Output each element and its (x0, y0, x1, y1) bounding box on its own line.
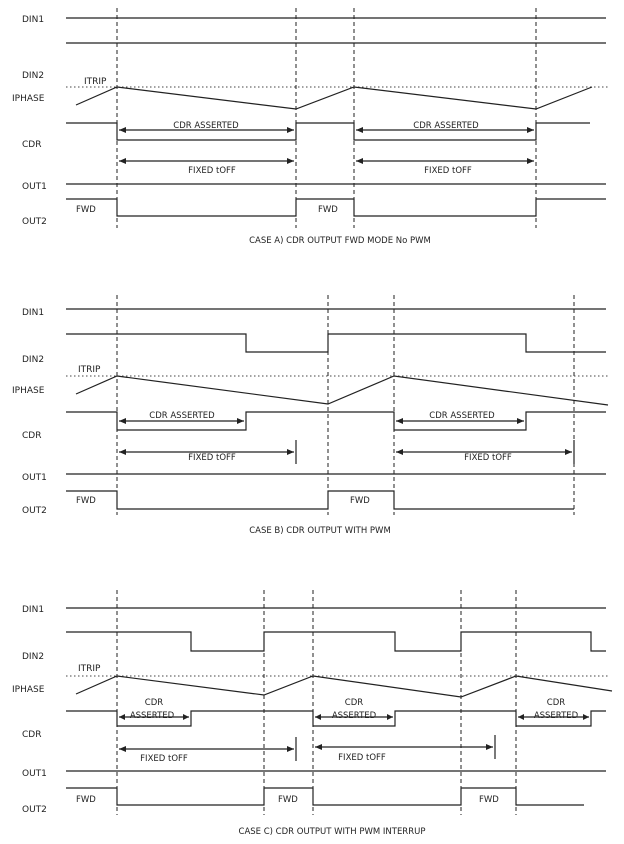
case-c-cdr-label: CDR (22, 730, 42, 740)
case-b-cdr-asserted-text-2: CDR ASSERTED (429, 411, 495, 421)
case-c-fixed-toff-text-2: FIXED tOFF (338, 753, 386, 763)
case-c-din1-label: DIN1 (22, 605, 45, 615)
case-c-cdr-word-1: CDR (144, 698, 164, 708)
case-c-out2-label: OUT2 (22, 805, 47, 815)
case-b-panel (12, 295, 608, 536)
case-c-fwd-label-2: FWD (278, 795, 298, 805)
case-c-din2-label: DIN2 (22, 652, 45, 662)
case-c-caption: CASE C) CDR OUTPUT WITH PWM INTERRUP (238, 827, 426, 837)
case-b-iphase-label: IPHASE (12, 386, 45, 396)
case-b-cdr-label: CDR (22, 431, 42, 441)
case-b-fwd-label-2: FWD (350, 496, 370, 506)
case-b-din2-label: DIN2 (22, 355, 45, 365)
case-b-caption: CASE B) CDR OUTPUT WITH PWM (249, 526, 391, 536)
case-b-out1-label: OUT1 (22, 473, 47, 483)
case-a-fwd-label-2: FWD (318, 205, 338, 215)
case-c-asserted-word-1: ASSERTED (129, 711, 175, 721)
case-c-out2-wave (66, 788, 584, 805)
case-c-cdr-word-2: CDR (344, 698, 364, 708)
case-c-fwd-label-1: FWD (76, 795, 96, 805)
case-a-din1-label: DIN1 (22, 15, 45, 25)
case-b-itrip-label: ITRIP (78, 365, 101, 375)
case-c-panel (12, 590, 612, 837)
case-b-din1-label: DIN1 (22, 308, 45, 318)
case-a-caption: CASE A) CDR OUTPUT FWD MODE No PWM (249, 236, 431, 246)
case-c-cdr-word-3: CDR (546, 698, 566, 708)
case-a-panel (12, 8, 608, 246)
case-a-iphase-wave (76, 87, 592, 109)
case-a-cdr-wave (66, 123, 590, 140)
case-a-fwd-label-1: FWD (76, 205, 96, 215)
case-a-cdr-label: CDR (22, 140, 42, 150)
case-c-asserted-word-3: ASSERTED (533, 711, 579, 721)
case-c-iphase-wave (76, 676, 612, 697)
case-a-itrip-label: ITRIP (84, 77, 107, 87)
case-c-fixed-toff-text-1: FIXED tOFF (140, 754, 188, 764)
case-c-itrip-label: ITRIP (78, 664, 101, 674)
case-a-cdr-asserted-text-2: CDR ASSERTED (413, 121, 479, 131)
case-a-out2-label: OUT2 (22, 217, 47, 227)
case-c-fwd-label-3: FWD (479, 795, 499, 805)
case-a-fixed-toff-text-1: FIXED tOFF (188, 166, 236, 176)
case-c-out1-label: OUT1 (22, 769, 47, 779)
case-b-out2-wave (66, 491, 574, 509)
case-c-iphase-label: IPHASE (12, 685, 45, 695)
case-a-din2-label: DIN2 (22, 71, 45, 81)
case-b-cdr-asserted-text-1: CDR ASSERTED (149, 411, 215, 421)
case-a-cdr-asserted-text-1: CDR ASSERTED (173, 121, 239, 131)
case-a-fixed-toff-text-2: FIXED tOFF (424, 166, 472, 176)
case-b-fixed-toff-text-2: FIXED tOFF (464, 453, 512, 463)
case-a-iphase-label: IPHASE (12, 94, 45, 104)
case-c-din2-wave (66, 632, 606, 651)
case-b-fwd-label-1: FWD (76, 496, 96, 506)
case-b-fixed-toff-text-1: FIXED tOFF (188, 453, 236, 463)
case-a-out1-label: OUT1 (22, 182, 47, 192)
case-b-din2-wave (66, 334, 606, 352)
case-b-out2-label: OUT2 (22, 506, 47, 516)
case-b-iphase-wave (76, 376, 608, 405)
case-c-asserted-word-2: ASSERTED (331, 711, 377, 721)
